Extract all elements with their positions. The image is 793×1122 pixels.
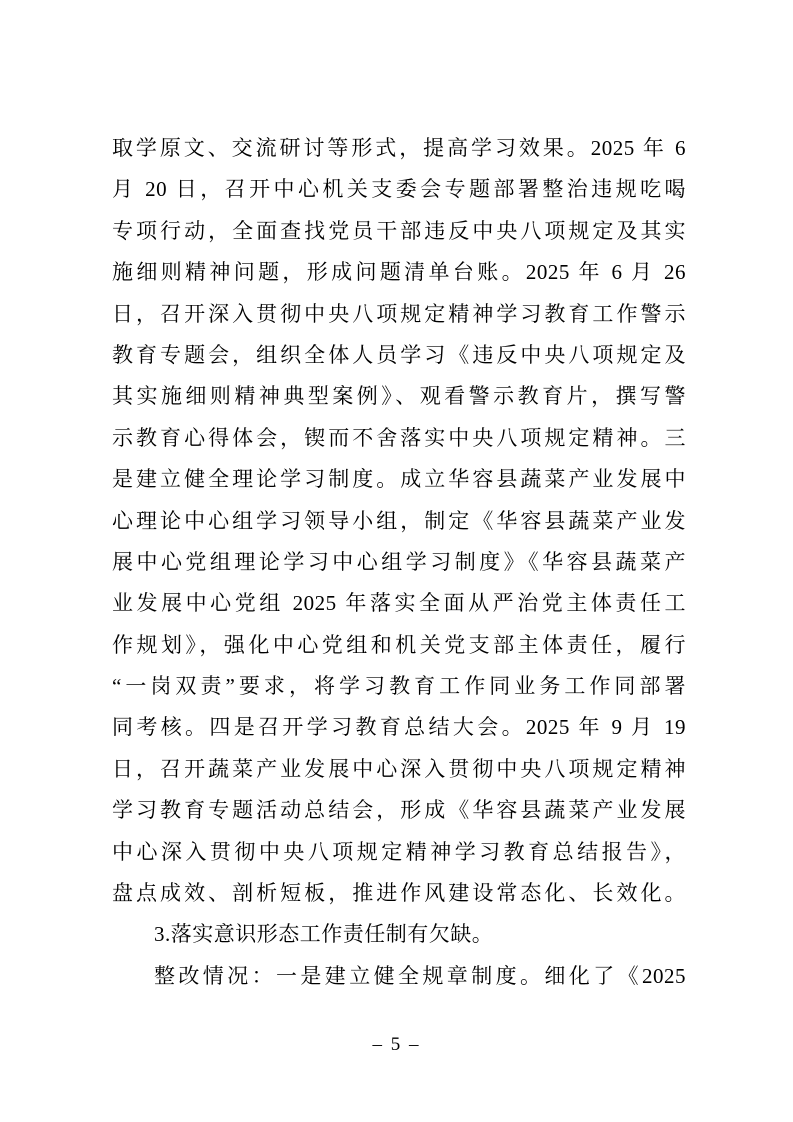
text-line: 其实施细则精神典型案例》、观看警示教育片，撰写警 <box>112 384 686 409</box>
text-line: 心理论中心组学习领导小组，制定《华容县蔬菜产业发 <box>112 508 686 533</box>
text-line: 是建立健全理论学习制度。成立华容县蔬菜产业发展中 <box>112 467 686 492</box>
text-line: 作规划》，强化中心党组和机关党支部主体责任，履行 <box>112 632 686 657</box>
body-text <box>112 128 686 997</box>
text-line: 教育专题会，组织全体人员学习《违反中央八项规定及 <box>112 342 686 367</box>
text-line: 日，召开深入贯彻中央八项规定精神学习教育工作警示 <box>112 301 686 326</box>
text-line: 3.落实意识形态工作责任制有欠缺。 <box>154 922 494 947</box>
text-line: 取学原文、交流研讨等形式，提高学习效果。2025 年 6 <box>112 136 686 160</box>
text-line: 盘点成效、剖析短板，推进作风建设常态化、长效化。 <box>112 881 686 906</box>
text-line: 月 20 日，召开中心机关支委会专题部署整治违规吃喝 <box>112 177 686 202</box>
text-line: 业发展中心党组 2025 年落实全面从严治党主体责任工 <box>112 591 686 616</box>
text-line: 施细则精神问题，形成问题清单台账。2025 年 6 月 26 <box>112 260 686 285</box>
page-number: – 5 – <box>372 1034 421 1055</box>
text-line: 专项行动，全面查找党员干部违反中央八项规定及其实 <box>112 218 686 243</box>
text-line: 日，召开蔬菜产业发展中心深入贯彻中央八项规定精神 <box>112 756 686 781</box>
text-line: 中心深入贯彻中央八项规定精神学习教育总结报告》， <box>112 839 686 864</box>
text-line: “一岗双责”要求，将学习教育工作同业务工作同部署 <box>112 674 686 699</box>
text-line: 展中心党组理论学习中心组学习制度》《华容县蔬菜产 <box>112 549 686 574</box>
text-line: 整改情况：一是建立健全规章制度。细化了《2025 <box>154 963 686 988</box>
text-line: 学习教育专题活动总结会，形成《华容县蔬菜产业发展 <box>112 798 686 823</box>
text-line: 同考核。四是召开学习教育总结大会。2025 年 9 月 19 <box>112 715 686 740</box>
text-line: 示教育心得体会，锲而不舍落实中央八项规定精神。三 <box>112 425 686 450</box>
